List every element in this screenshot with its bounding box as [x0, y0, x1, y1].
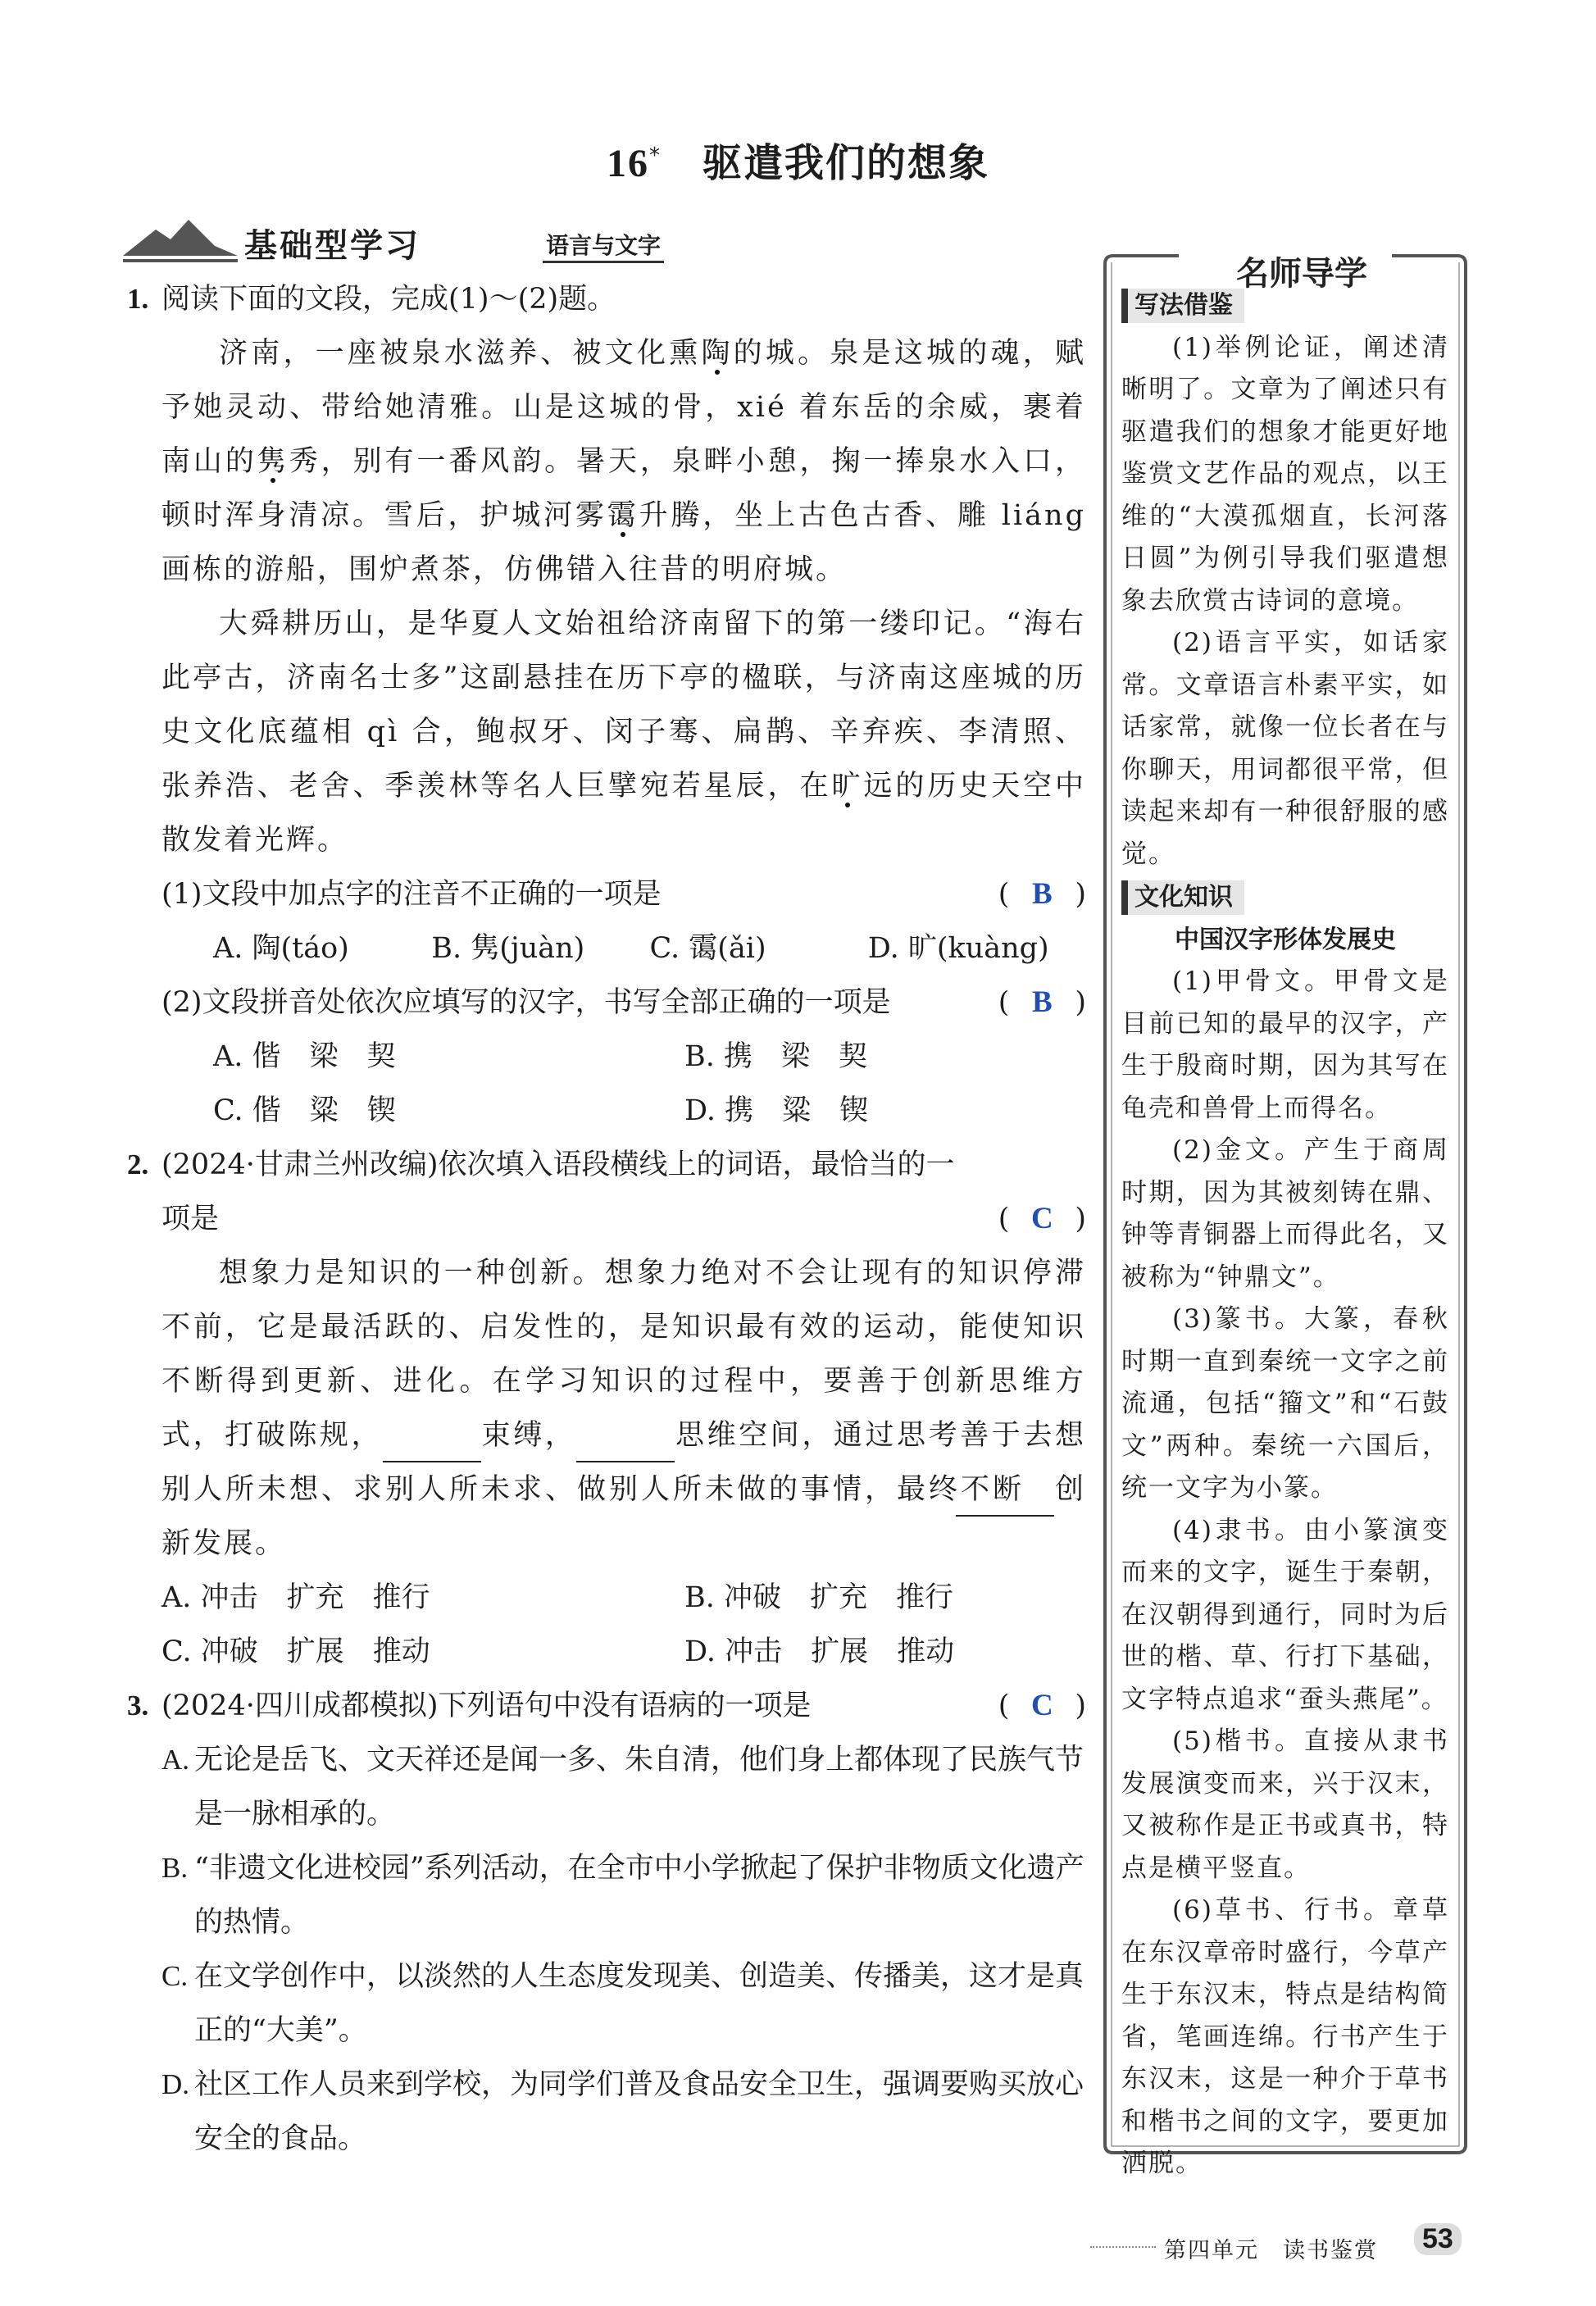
- dotted-char: 霭: [607, 499, 639, 532]
- passage-paragraph-1: 济南，一座被泉水滋养、被文化熏陶的城。泉是这城的魂，赋予她灵动、带给她清雅。山是这城的骨，xié 着东岳的余威，裹着南山的隽秀，别有一番风韵。暑天，泉畔小憩，掬一捧泉水入口，顿时浑身清凉。雪后，护城河雾霭升腾，坐上古色古香、雕 liáng 画栋的游船，围炉煮茶，仿佛错入往昔的明府城。: [161, 337, 1086, 586]
- lesson-number: 16: [606, 142, 649, 185]
- option-a: A. 冲击 扩充 推行: [161, 1581, 430, 1614]
- question-number: 1.: [127, 283, 149, 315]
- answer-letter: B: [1032, 985, 1053, 1019]
- lesson-title: [0, 131, 1596, 188]
- option-b: B. 冲破 扩充 推行: [684, 1581, 953, 1614]
- fill-blank[interactable]: [576, 1428, 675, 1462]
- footer-divider: [1090, 2246, 1156, 2248]
- dotted-char: 隽: [257, 445, 289, 478]
- answer-bracket: ( C ): [998, 1192, 1086, 1246]
- answer-letter: C: [1030, 1689, 1053, 1722]
- sidebar-heading: 中国汉字形体发展史: [1175, 925, 1396, 954]
- sidebar-item: (1)甲骨文。甲骨文是目前已知的最早的汉字，产生于殷商时期，因为其写在龟壳和兽骨上而得名。: [1121, 967, 1449, 1123]
- tag-writing-method: 写法借鉴: [1121, 289, 1244, 323]
- passage-paragraph-2: 大舜耕历山，是华夏人文始祖给济南留下的第一缕印记。“海右此亭古，济南名士多”这副悬挂在历下亭的楹联，与济南这座城的历史文化底蕴相 qì 合，鲍叔牙、闵子骞、扁鹊、辛弃疾、李清照、张养浩、老舍、季羡林等名人巨擘宛若星辰，在旷远的历史天空中散发着光辉。: [161, 607, 1086, 857]
- main-column: [127, 272, 1086, 2166]
- sidebar-paragraph: (1)举例论证，阐述清晰明了。文章为了阐述只有驱遣我们的想象才能更好地鉴赏文艺作品的观点，以王维的“大漠孤烟直，长河落日圆”为例引导我们驱遣想象去欣赏古诗词的意境。: [1121, 332, 1449, 616]
- question-prompt: (2024·甘肃兰州改编)依次填入语段横线上的词语，最恰当的一: [161, 1148, 955, 1181]
- sub2-options: [127, 1030, 1086, 1138]
- question-prompt: (2024·四川成都模拟)下列语句中没有语病的一项是: [161, 1690, 812, 1722]
- option-a: A. 无论是岳飞、文天祥还是闻一多、朱自清，他们身上都体现了民族气节是一脉相承的。: [161, 1744, 1084, 1831]
- option-b: B. 携 梁 契: [684, 1040, 867, 1073]
- answer-bracket: ( B ): [998, 976, 1086, 1030]
- option-d: D. 携 粱 锲: [684, 1094, 869, 1127]
- lesson-star-mark: *: [648, 143, 662, 168]
- option-d: D. 社区工作人员来到学校，为同学们普及食品安全卫生，强调要购买放心安全的食品。: [161, 2068, 1084, 2155]
- option-c: C. 霭(ǎi): [649, 932, 766, 965]
- option-b: B. “非遗文化进校园”系列活动，在全市中小学掀起了保护非物质文化遗产的热情。: [161, 1852, 1084, 1939]
- sidebar-guide: [1097, 234, 1474, 2178]
- section-heading: [123, 215, 713, 272]
- sidebar-item: (4)隶书。由小篆演变而来的文字，诞生于秦朝，在汉朝得到通行，同时为后世的楷、草、行打下基础，文字特点追求“蚕头燕尾”。: [1121, 1515, 1449, 1714]
- q2-options: [127, 1571, 1086, 1679]
- question-number: 3.: [127, 1690, 149, 1722]
- dotted-char: 陶: [701, 337, 734, 370]
- answer-letter: C: [1030, 1202, 1053, 1235]
- fill-blank[interactable]: [383, 1428, 481, 1462]
- option-b: B. 隽(juàn): [431, 932, 585, 965]
- option-a: A. 偕 梁 契: [213, 1040, 396, 1073]
- sidebar-item: (2)金文。产生于商周时期，因为其被刻铸在鼎、钟等青铜器上而得此名，又被称为“钟鼎文”。: [1121, 1135, 1449, 1292]
- answer-letter: B: [1032, 877, 1053, 911]
- fill-blank[interactable]: [956, 1482, 1054, 1517]
- question-3: [127, 1679, 1086, 1733]
- sidebar-content: [1121, 255, 1449, 2185]
- sub-question-2: (2)文段拼音处依次应填写的汉字，书写全部正确的一项是 ( B ): [127, 976, 1086, 1030]
- option-a: A. 陶(táo): [213, 932, 349, 965]
- passage-paragraph-3: 想象力是知识的一种创新。想象力绝对不会让现有的知识停滞不前，它是最活跃的、启发性的，是知识最有效的运动，能使知识不断得到更新、进化。在学习知识的过程中，要善于创新思维方式，打破陈规， 束缚， 思维空间，通过思考善于去想别人所未想、求别人所未求、做别人所未做的事情，最终不断 创新发展。: [161, 1257, 1086, 1560]
- sidebar-badge: 名师导学: [1236, 255, 1367, 293]
- section-title: 基础型学习: [244, 227, 421, 265]
- option-d: D. 冲击 扩展 推动: [684, 1635, 955, 1668]
- answer-bracket: ( C ): [998, 1679, 1086, 1733]
- question-number: 2.: [127, 1148, 149, 1180]
- sub-question-1: (1)文段中加点字的注音不正确的一项是 ( B ): [127, 867, 1086, 921]
- question-2: [127, 1138, 1086, 1192]
- section-subtag: 语言与文字: [543, 228, 664, 263]
- sub1-options: [127, 921, 1086, 976]
- answer-bracket: ( B ): [998, 867, 1086, 921]
- sidebar-item: (5)楷书。直接从隶书发展演变而来，兴于汉末，又被称作是正书或真书，特点是横平竖直。: [1121, 1726, 1449, 1883]
- sidebar-paragraph: (2)语言平实，如话家常。文章语言朴素平实，如话家常，就像一位长者在与你聊天，用词都很平常，但读起来却有一种很舒服的感觉。: [1121, 628, 1449, 869]
- sidebar-item: (3)篆书。大篆，春秋时期一直到秦统一文字之前流通，包括“籀文”和“石鼓文”两种。秦统一六国后，统一文字为小篆。: [1121, 1304, 1449, 1503]
- question-1: [127, 272, 1086, 326]
- option-c: C. 偕 粱 锲: [213, 1094, 396, 1127]
- footer-unit: 第四单元 读书鉴赏: [1164, 2238, 1378, 2263]
- tag-culture-knowledge: 文化知识: [1121, 880, 1244, 915]
- page-number: 53: [1414, 2223, 1462, 2255]
- option-c: C. 冲破 扩展 推动: [161, 1635, 430, 1668]
- dotted-char: 旷: [831, 770, 864, 803]
- mountain-icon: [123, 215, 238, 264]
- question-prompt: 阅读下面的文段，完成(1)～(2)题。: [161, 283, 616, 316]
- question-2-line2: 项是 ( C ): [127, 1192, 1086, 1246]
- option-d: D. 旷(kuàng): [867, 932, 1049, 965]
- lesson-title-text: 驱遣我们的想象: [702, 140, 989, 186]
- sidebar-item: (6)草书、行书。章草在东汉章帝时盛行，今草产生于东汉末，特点是结构简省，笔画连绵。行书产生于东汉末，这是一种介于草书和楷书之间的文字，要更加洒脱。: [1121, 1895, 1449, 2178]
- option-c: C. 在文学创作中，以淡然的人生态度发现美、创造美、传播美，这才是真正的“大美”。: [161, 1960, 1084, 2047]
